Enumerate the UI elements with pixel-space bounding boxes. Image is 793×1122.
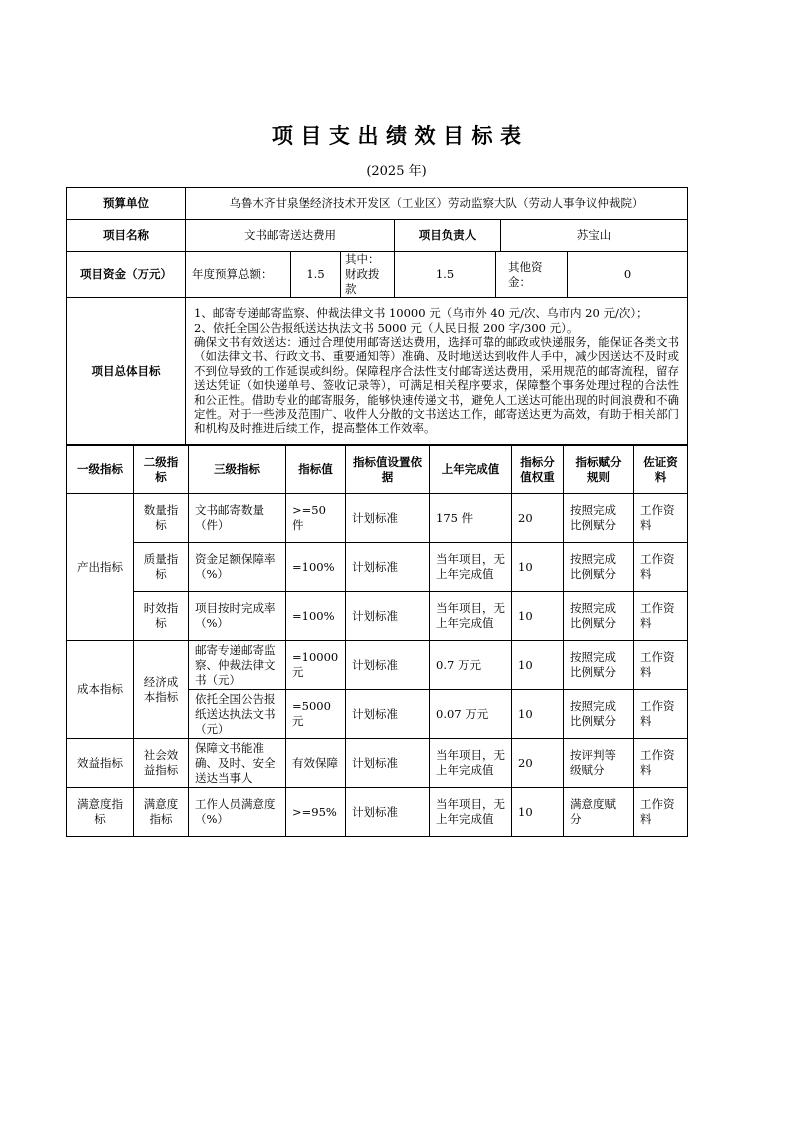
value-cell: >=50 件 (286, 494, 346, 543)
header-weight: 指标分值权重 (512, 446, 564, 494)
project-info-table (66, 187, 688, 445)
budget-unit-label: 预算单位 (67, 188, 186, 220)
level2-cell: 经济成本指标 (134, 641, 189, 739)
value-cell: =5000 元 (286, 690, 346, 739)
level3-cell: 保障文书能准确、及时、安全送达当事人 (189, 739, 286, 788)
annual-budget-label: 年度预算总额： (186, 252, 291, 298)
table-row (67, 592, 688, 641)
header-evidence: 佐证资料 (634, 446, 688, 494)
goal-text (186, 298, 688, 445)
value-cell: =100% (286, 543, 346, 592)
level1-cell: 产出指标 (67, 494, 134, 641)
level3-cell: 项目按时完成率（%） (189, 592, 286, 641)
level2-cell: 满意度指标 (134, 788, 189, 837)
weight-cell: 20 (512, 739, 564, 788)
rule-cell: 按照完成比例赋分 (564, 592, 634, 641)
indicator-table (66, 445, 688, 837)
year-subtitle: (2025 年) (366, 164, 427, 179)
rule-cell: 满意度赋分 (564, 788, 634, 837)
weight-cell: 10 (512, 543, 564, 592)
level3-cell: 文书邮寄数量（件） (189, 494, 286, 543)
rule-cell: 按照完成比例赋分 (564, 641, 634, 690)
value-cell: =10000 元 (286, 641, 346, 690)
budget-unit-value: 乌鲁木齐甘泉堡经济技术开发区（工业区）劳动监察大队（劳动人事争议仲裁院） (186, 188, 688, 220)
table-row (67, 641, 688, 690)
value-cell: 有效保障 (286, 739, 346, 788)
project-name-label: 项目名称 (67, 220, 186, 252)
project-name-value: 文书邮寄送达费用 (186, 220, 395, 252)
last-year-cell: 当年项目，无上年完成值 (430, 788, 512, 837)
level2-cell: 数量指标 (134, 494, 189, 543)
project-leader-value: 苏宝山 (501, 220, 688, 252)
evidence-cell: 工作资料 (634, 788, 688, 837)
evidence-cell: 工作资料 (634, 690, 688, 739)
table-row (67, 788, 688, 837)
basis-cell: 计划标准 (346, 543, 430, 592)
basis-cell: 计划标准 (346, 592, 430, 641)
page-title: 项 目 支 出 绩 效 目 标 表 (271, 124, 522, 148)
table-row (67, 543, 688, 592)
goal-line-3: 确保文书有效送达：通过合理使用邮寄送达费用，选择可靠的邮政或快递服务，能保证各类文书（如法律文书、行政文书、重要通知等）准确、及时地送达到收件人手中，减少因送达不及时或不到位导致的工作延误或纠纷。保障程序合法性支付邮寄送达费用，采用规范的邮寄流程，留存送达凭证（如快递单号、签收记录等），可满足相关程序要求，保障整个事务处理过程的合法性和公正性。借助专业的邮寄服务，能够快速传递文书，避免人工送达可能出现的时间浪费和不确定性。对于一些涉及范围广、收件人分散的文书送达工作，邮寄送达更为高效，有助于相关部门和机构及时推进后续工作，提高整体工作效率。 (194, 334, 679, 436)
weight-cell: 10 (512, 641, 564, 690)
header-level1: 一级指标 (67, 446, 134, 494)
level3-cell: 邮寄专递邮寄监察、仲裁法律文书（元） (189, 641, 286, 690)
goal-line-2: 2、依托全国公告报纸送达执法文书 5000 元（人民日报 200 字/300 元）。 (194, 320, 579, 335)
header-last-year: 上年完成值 (430, 446, 512, 494)
fiscal-value: 1.5 (395, 252, 496, 298)
header-basis: 指标值设置依据 (346, 446, 430, 494)
basis-cell: 计划标准 (346, 690, 430, 739)
evidence-cell: 工作资料 (634, 494, 688, 543)
rule-cell: 按评判等级赋分 (564, 739, 634, 788)
evidence-cell: 工作资料 (634, 641, 688, 690)
weight-cell: 10 (512, 690, 564, 739)
level2-cell: 社会效益指标 (134, 739, 189, 788)
project-leader-label: 项目负责人 (395, 220, 501, 252)
weight-cell: 10 (512, 592, 564, 641)
table-row (67, 494, 688, 543)
last-year-cell: 175 件 (430, 494, 512, 543)
rule-cell: 按照完成比例赋分 (564, 543, 634, 592)
last-year-cell: 当年项目，无上年完成值 (430, 739, 512, 788)
rule-cell: 按照完成比例赋分 (564, 690, 634, 739)
last-year-cell: 0.07 万元 (430, 690, 512, 739)
goal-label: 项目总体目标 (67, 298, 186, 445)
weight-cell: 10 (512, 788, 564, 837)
last-year-cell: 当年项目，无上年完成值 (430, 543, 512, 592)
evidence-cell: 工作资料 (634, 592, 688, 641)
basis-cell: 计划标准 (346, 641, 430, 690)
header-level2: 二级指标 (134, 446, 189, 494)
value-cell: >=95% (286, 788, 346, 837)
header-rule: 指标赋分规则 (564, 446, 634, 494)
annual-budget-value: 1.5 (291, 252, 341, 298)
indicator-header-row (67, 446, 688, 494)
other-funds-value: 0 (568, 252, 688, 298)
level3-cell: 工作人员满意度（%） (189, 788, 286, 837)
level1-cell: 效益指标 (67, 739, 134, 788)
basis-cell: 计划标准 (346, 739, 430, 788)
level1-cell: 成本指标 (67, 641, 134, 739)
goal-line-1: 1、邮寄专递邮寄监察、仲裁法律文书 10000 元（乌市外 40 元/次、乌市内 20 元/次）； (194, 306, 648, 321)
header-value: 指标值 (286, 446, 346, 494)
last-year-cell: 当年项目，无上年完成值 (430, 592, 512, 641)
level3-cell: 资金足额保障率（%） (189, 543, 286, 592)
level2-cell: 时效指标 (134, 592, 189, 641)
level1-cell: 满意度指标 (67, 788, 134, 837)
rule-cell: 按照完成比例赋分 (564, 494, 634, 543)
level3-cell: 依托全国公告报纸送达执法文书（元） (189, 690, 286, 739)
evidence-cell: 工作资料 (634, 739, 688, 788)
fiscal-label: 其中：财政拨款 (341, 252, 395, 298)
other-funds-label: 其他资金： (496, 252, 568, 298)
header-level3: 三级指标 (189, 446, 286, 494)
level2-cell: 质量指标 (134, 543, 189, 592)
basis-cell: 计划标准 (346, 494, 430, 543)
last-year-cell: 0.7 万元 (430, 641, 512, 690)
basis-cell: 计划标准 (346, 788, 430, 837)
weight-cell: 20 (512, 494, 564, 543)
table-row (67, 739, 688, 788)
evidence-cell: 工作资料 (634, 543, 688, 592)
value-cell: =100% (286, 592, 346, 641)
funds-label: 项目资金（万元） (67, 252, 186, 298)
